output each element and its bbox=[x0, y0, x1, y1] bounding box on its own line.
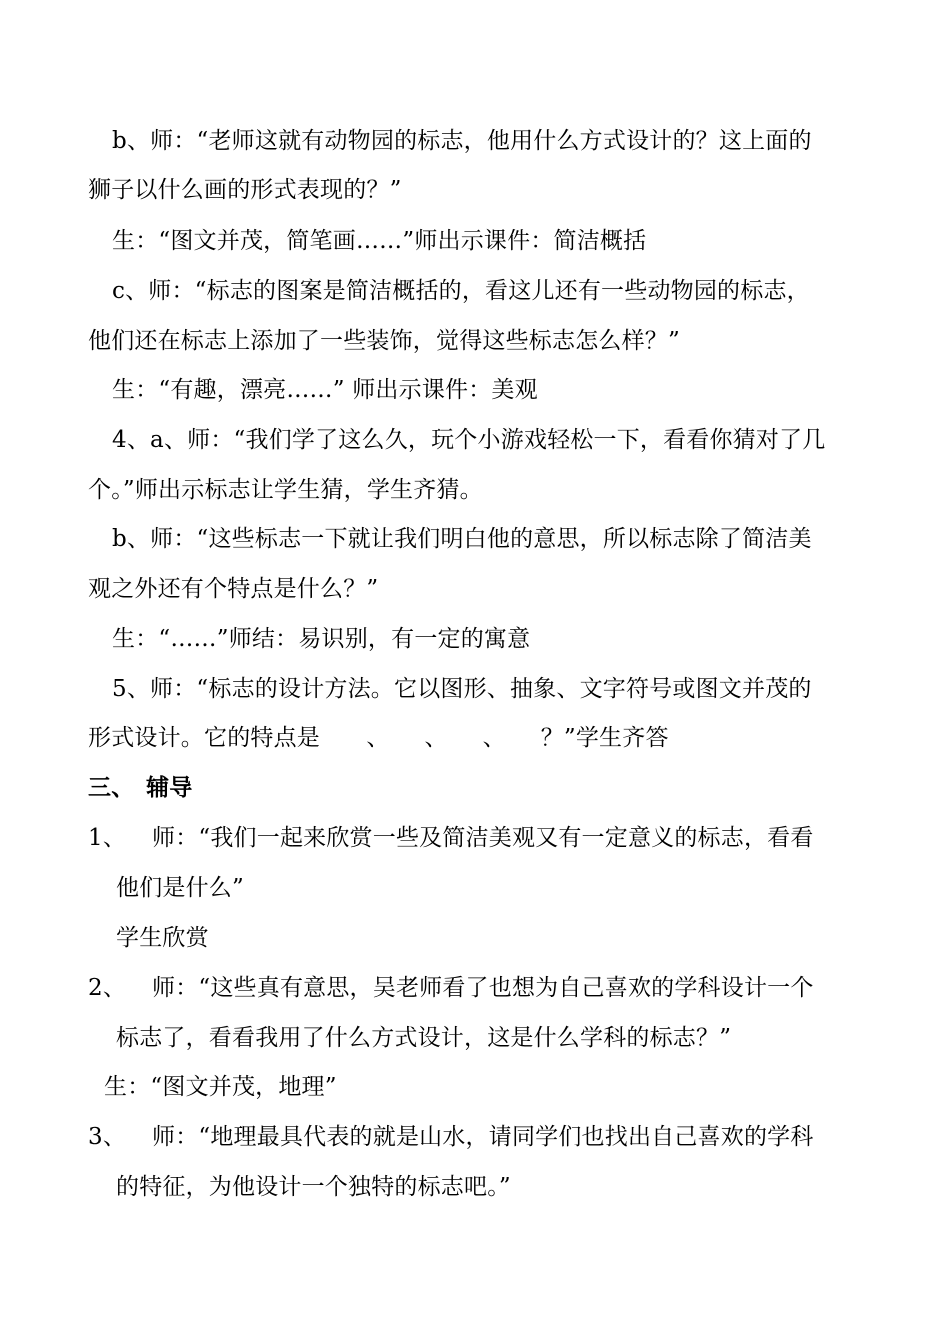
list-item-line: 生：“图文并茂，地理” bbox=[104, 1074, 337, 1100]
list-item-line: 师：“我们一起来欣赏一些及简洁美观又有一定意义的标志，看看 bbox=[152, 825, 814, 851]
list-item-line: 师：“这些真有意思，吴老师看了也想为自己喜欢的学科设计一个 bbox=[152, 975, 814, 1001]
paragraph-line: 他们还在标志上添加了一些装饰，觉得这些标志怎么样？” bbox=[88, 328, 680, 354]
paragraph-line: 形式设计。它的特点是 、 、 、 ？”学生齐答 bbox=[88, 725, 669, 751]
paragraph-line: 狮子以什么画的形式表现的？” bbox=[88, 177, 402, 203]
list-item-line: 的特征，为他设计一个独特的标志吧。” bbox=[116, 1174, 511, 1200]
list-item-number: 1、 bbox=[88, 825, 127, 851]
paragraph-line: b、师：“这些标志一下就让我们明白他的意思，所以标志除了简洁美 bbox=[112, 526, 812, 552]
list-item-line: 学生欣赏 bbox=[116, 925, 209, 951]
paragraph-line: 观之外还有个特点是什么？” bbox=[88, 576, 379, 602]
list-item-line: 他们是什么” bbox=[116, 875, 244, 901]
paragraph-line: 生：“……”师结：易识别，有一定的寓意 bbox=[112, 626, 531, 652]
paragraph-line: b、师：“老师这就有动物园的标志，他用什么方式设计的？这上面的 bbox=[112, 128, 812, 154]
paragraph-line: 生：“有趣，漂亮……” 师出示课件：美观 bbox=[112, 377, 538, 403]
paragraph-line: 4、a、师：“我们学了这么久，玩个小游戏轻松一下，看看你猜对了几 bbox=[112, 427, 826, 453]
list-item-line: 师：“地理最具代表的就是山水，请同学们也找出自己喜欢的学科 bbox=[152, 1124, 814, 1150]
list-item-number: 3、 bbox=[88, 1124, 127, 1150]
paragraph-line: c、师：“标志的图案是简洁概括的，看这儿还有一些动物园的标志， bbox=[112, 278, 810, 304]
section-heading: 三、 辅导 bbox=[88, 774, 193, 801]
list-item-number: 2、 bbox=[88, 975, 127, 1001]
paragraph-line: 5、师：“标志的设计方法。它以图形、抽象、文字符号或图文并茂的 bbox=[112, 676, 812, 702]
paragraph-line: 生：“图文并茂，简笔画……”师出示课件：简洁概括 bbox=[112, 228, 647, 254]
paragraph-line: 个。”师出示标志让学生猜，学生齐猜。 bbox=[88, 477, 483, 503]
list-item-line: 标志了，看看我用了什么方式设计，这是什么学科的标志？” bbox=[116, 1025, 732, 1051]
